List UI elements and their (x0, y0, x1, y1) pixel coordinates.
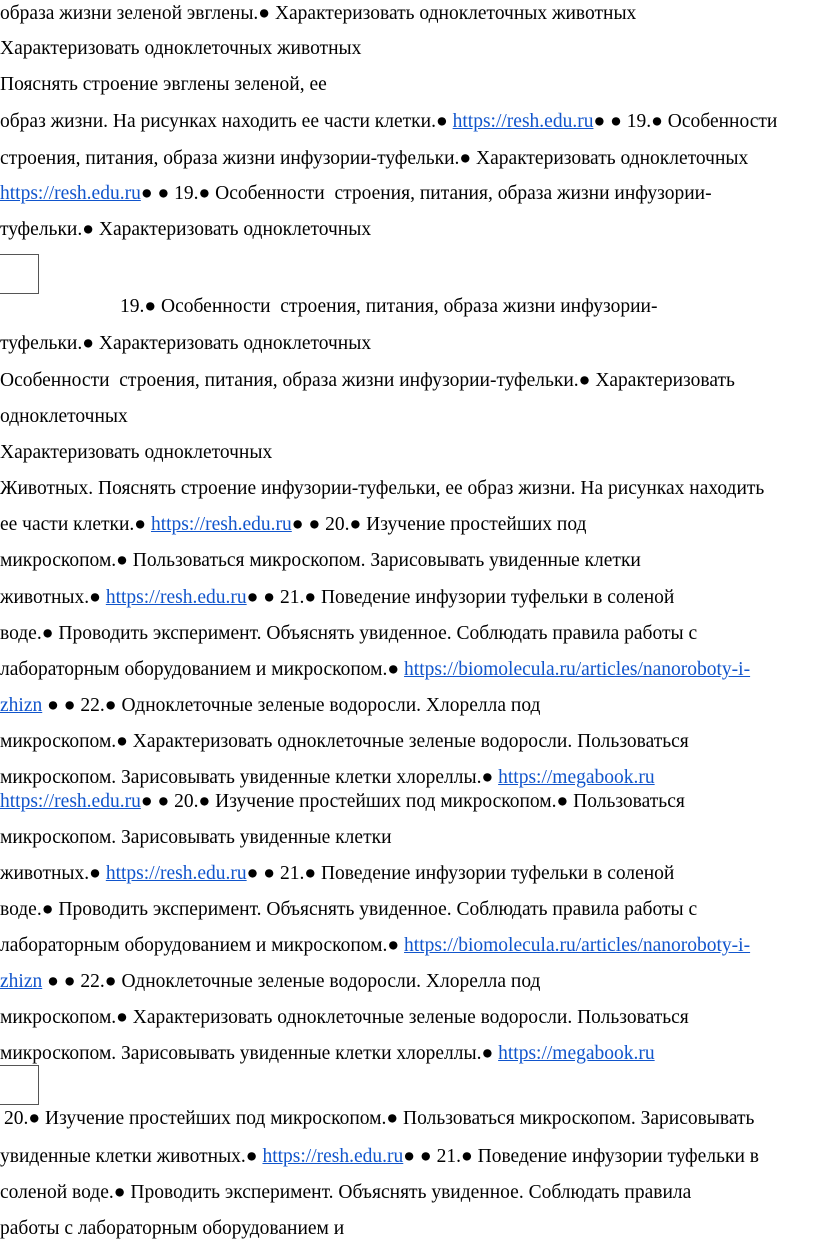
text-segment: микроскопом.● Характеризовать одноклеточные зеленые водоросли. Пользоваться (0, 731, 689, 752)
text-segment: микроскопом.● Пользоваться микроскопом. Зарисовывать увиденные клетки (0, 550, 641, 571)
text-line (0, 622, 697, 646)
text-line (0, 934, 750, 958)
text-line (0, 513, 586, 537)
text-segment: микроскопом. Зарисовывать увиденные клетки хлореллы.● (0, 767, 499, 788)
hyperlink[interactable]: https://resh.edu.ru (452, 111, 594, 132)
text-segment: ● ● 21.● Поведение инфузории туфельки в (403, 1146, 759, 1167)
text-line (0, 790, 685, 814)
text-line (0, 658, 750, 682)
text-segment: увиденные клетки животных.● (0, 1146, 263, 1167)
text-segment: лабораторным оборудованием и микроскопом.● (0, 935, 405, 956)
text-segment: образа жизни зеленой эвглены.● Характеризовать одноклеточных животных (0, 3, 637, 24)
text-line (0, 1042, 655, 1066)
text-line (120, 295, 657, 319)
hyperlink[interactable]: https://resh.edu.ru (0, 183, 141, 204)
text-line (0, 549, 641, 573)
text-segment: одноклеточных (0, 406, 128, 427)
text-line (0, 586, 674, 610)
text-segment: ● ● 19.● Особенности (593, 111, 778, 132)
text-segment: 19.● Особенности строения, питания, образа жизни инфузории- (120, 296, 658, 317)
hyperlink[interactable]: https://resh.edu.ru (262, 1146, 404, 1167)
text-line (0, 694, 540, 718)
text-line (0, 1006, 689, 1030)
text-segment: ● ● 19.● Особенности строения, питания, образа жизни инфузории- (140, 183, 712, 204)
text-line (4, 1107, 754, 1131)
text-line (0, 405, 128, 429)
text-segment: ● ● 20.● Изучение простейших под (291, 514, 587, 535)
hyperlink[interactable]: https://resh.edu.ru (105, 587, 247, 608)
hyperlink[interactable]: https://resh.edu.ru (150, 514, 292, 535)
text-segment: микроскопом. Зарисовывать увиденные клетки (0, 827, 392, 848)
text-line (0, 147, 748, 171)
text-segment: воде.● Проводить эксперимент. Объяснять увиденное. Соблюдать правила работы с (0, 623, 698, 644)
text-segment: лабораторным оборудованием и микроскопом.● (0, 659, 405, 680)
text-line (0, 441, 272, 465)
text-line (0, 730, 689, 754)
text-segment: животных.● (0, 587, 106, 608)
text-segment: микроскопом. Зарисовывать увиденные клетки хлореллы.● (0, 1043, 499, 1064)
text-segment: 20.● Изучение простейших под микроскопом.● Пользоваться микроскопом. Зарисовывать (4, 1108, 755, 1129)
text-line (0, 1217, 344, 1241)
text-segment: ● ● 20.● Изучение простейших под микроскопом.● Пользоваться (140, 791, 685, 812)
text-segment: воде.● Проводить эксперимент. Объяснять увиденное. Соблюдать правила работы с (0, 899, 698, 920)
text-line (0, 369, 735, 393)
text-segment: Пояснять строение эвглены зеленой, ее (0, 74, 327, 95)
text-segment: ее части клетки.● (0, 514, 151, 535)
text-segment: строения, питания, образа жизни инфузории-туфельки.● Характеризовать одноклеточных (0, 148, 749, 169)
text-segment: Характеризовать одноклеточных животных (0, 38, 362, 59)
text-line (0, 1145, 759, 1169)
text-line (0, 110, 777, 134)
text-segment: образ жизни. На рисунках находить ее части клетки.● (0, 111, 453, 132)
text-segment: работы с лабораторным оборудованием и (0, 1218, 345, 1239)
text-segment: ● ● 21.● Поведение инфузории туфельки в соленой (246, 587, 675, 608)
image-placeholder-box (0, 1065, 39, 1105)
hyperlink[interactable]: https://biomolecula.ru/articles/nanoroboty-i- (404, 659, 751, 680)
text-line (0, 218, 371, 242)
text-line (0, 2, 636, 26)
text-line (0, 862, 674, 886)
hyperlink[interactable]: https://resh.edu.ru (105, 863, 247, 884)
text-line (0, 898, 697, 922)
text-line (0, 182, 712, 206)
text-segment: микроскопом.● Характеризовать одноклеточные зеленые водоросли. Пользоваться (0, 1007, 689, 1028)
text-line (0, 970, 540, 994)
text-segment: туфельки.● Характеризовать одноклеточных (0, 219, 372, 240)
text-line (0, 1181, 691, 1205)
text-segment: ● ● 22.● Одноклеточные зеленые водоросли. Хлорелла под (42, 971, 541, 992)
text-segment: туфельки.● Характеризовать одноклеточных (0, 333, 372, 354)
text-line (0, 73, 327, 97)
hyperlink[interactable]: zhizn (0, 971, 43, 992)
text-segment: Характеризовать одноклеточных (0, 442, 273, 463)
text-line (0, 766, 655, 790)
text-segment: Особенности строения, питания, образа жизни инфузории-туфельки.● Характеризовать (0, 370, 735, 391)
hyperlink[interactable]: https://megabook.ru (498, 767, 655, 788)
text-segment: животных.● (0, 863, 106, 884)
text-segment: ● ● 22.● Одноклеточные зеленые водоросли. Хлорелла под (42, 695, 541, 716)
hyperlink[interactable]: https://resh.edu.ru (0, 791, 141, 812)
hyperlink[interactable]: https://megabook.ru (498, 1043, 655, 1064)
text-line (0, 826, 392, 850)
image-placeholder-box (0, 254, 39, 294)
text-line (0, 37, 361, 61)
text-line (0, 477, 764, 501)
hyperlink[interactable]: zhizn (0, 695, 43, 716)
text-segment: соленой воде.● Проводить эксперимент. Объяснять увиденное. Соблюдать правила (0, 1182, 692, 1203)
text-segment: ● ● 21.● Поведение инфузории туфельки в соленой (246, 863, 675, 884)
hyperlink[interactable]: https://biomolecula.ru/articles/nanoroboty-i- (404, 935, 751, 956)
text-segment: Животных. Пояснять строение инфузории-туфельки, ее образ жизни. На рисунках находить (0, 478, 765, 499)
text-line (0, 332, 371, 356)
